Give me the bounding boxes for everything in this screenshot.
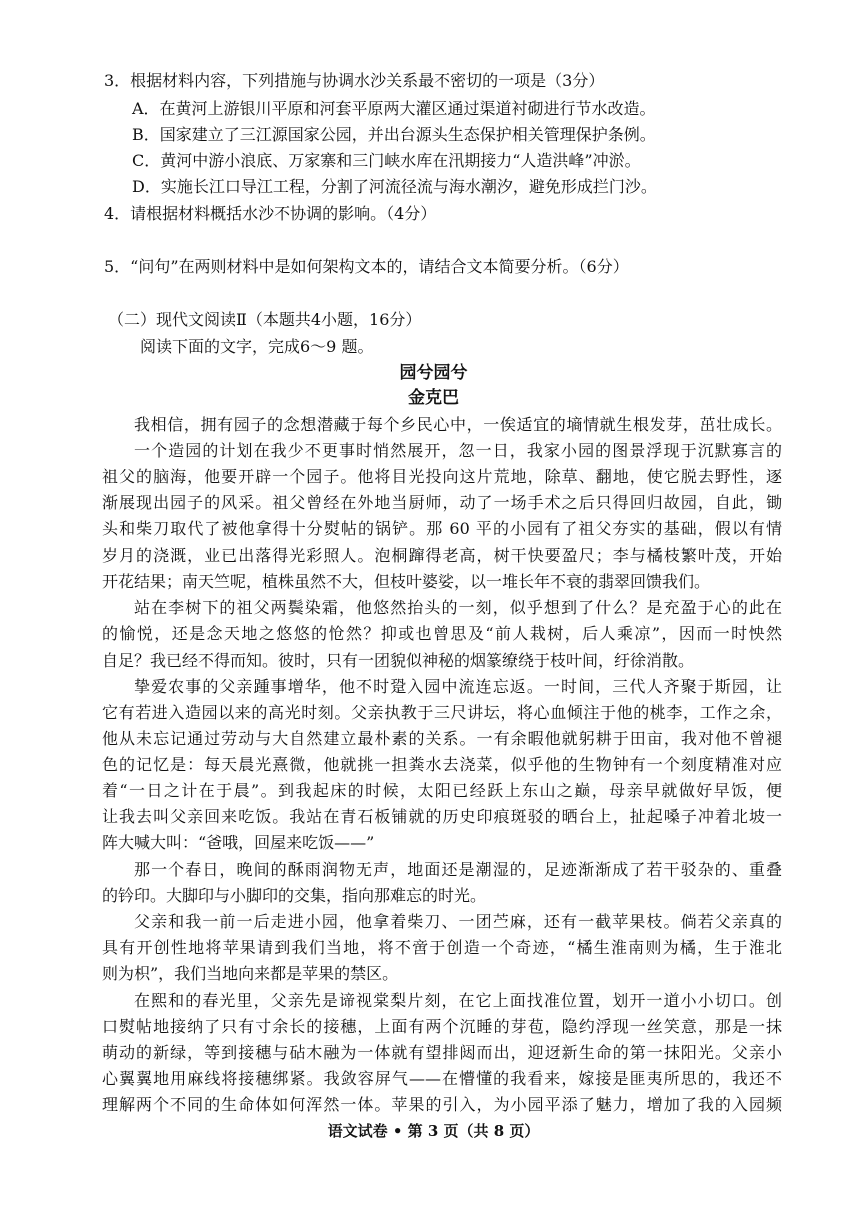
article-author: 金克巴 bbox=[408, 388, 459, 408]
article-line: 色的记忆是：每天晨光熹微，他就挑一担粪水去浇菜，似乎他的生物钟有一个刻度精准对应 bbox=[102, 755, 782, 774]
question-3-option-c: C．黄河中游小浪底、万家寨和三门峡水库在汛期接力“人造洪峰”冲淤。 bbox=[132, 151, 641, 170]
question-3-stem: 3．根据材料内容，下列措施与协调水沙关系最不密切的一项是（3分） bbox=[104, 71, 605, 90]
article-line: 我相信，拥有园子的念想潜藏于每个乡民心中，一俟适宜的墒情就生根发芽，茁壮成长。 bbox=[134, 415, 782, 434]
article-line: 的钤印。大脚印与小脚印的交集，指向那难忘的时光。 bbox=[102, 886, 487, 905]
article-line: 开花结果；南天竺呢，植株虽然不大，但枝叶婆娑，以一堆长年不衰的翡翠回馈我们。 bbox=[102, 572, 711, 591]
article-line: 那一个春日，晚间的酥雨润物无声，地面还是潮湿的，足迹渐渐成了若干驳杂的、重叠 bbox=[134, 860, 782, 879]
article-line: 自足？我已经不得而知。彼时，只有一团貌似神秘的烟篆缭绕于枝叶间，纡徐消散。 bbox=[102, 651, 695, 670]
article-line: 他从未忘记通过劳动与大自然建立最朴素的关系。一有余暇他就躬耕于田亩，我对他不曾褪 bbox=[102, 729, 782, 748]
question-3-option-b: B．国家建立了三江源国家公园，并出台源头生态保护相关管理保护条例。 bbox=[132, 125, 656, 144]
question-3-option-a: A．在黄河上游银川平原和河套平原两大灌区通过渠道衬砌进行节水改造。 bbox=[132, 99, 656, 118]
article-line: 渐展现出园子的风采。祖父曾经在外地当厨师，动了一场手术之后只得回归故园，自此，锄 bbox=[102, 493, 782, 512]
question-3-option-d: D．实施长江口导江工程，分割了河流径流与海水潮汐，避免形成拦门沙。 bbox=[132, 177, 657, 196]
article-line: 在熙和的春光里，父亲先是谛视棠梨片刻，在它上面找准位置，划开一道小小切口。创 bbox=[134, 991, 782, 1010]
section-heading: （二）现代文阅读Ⅱ（本题共4小题，16分） bbox=[108, 310, 422, 329]
article-line: 则为枳”，我们当地向来都是苹果的禁区。 bbox=[102, 964, 399, 983]
page-footer: 语文试卷 • 第 3 页（共 8 页） bbox=[327, 1122, 540, 1140]
article-line: 的愉悦，还是念天地之悠悠的怆然？抑或也曾思及“前人栽树，后人乘凉”，因而一时怏然 bbox=[102, 624, 782, 643]
article-line: 理解两个不同的生命体如何浑然一体。苹果的引入，为小园平添了魅力，增加了我的入园频 bbox=[102, 1095, 782, 1114]
article-line: 具有开创性地将苹果请到我们当地，将不啻于创造一个奇迹，“橘生淮南则为橘，生于淮北 bbox=[102, 938, 782, 957]
question-4: 4．请根据材料概括水沙不协调的影响。（4分） bbox=[104, 204, 437, 223]
article-title: 园兮园兮 bbox=[399, 363, 468, 383]
question-5: 5．“问句”在两则材料中是如何架构文本的，请结合文本简要分析。（6分） bbox=[104, 257, 629, 276]
article-line: 一个造园的计划在我少不更事时悄然展开，忽一日，我家小园的图景浮现于沉默寡言的 bbox=[134, 441, 782, 460]
article-line: 阵大喊大叫：“爸哦，回屋来吃饭——” bbox=[102, 833, 375, 852]
article-line: 它有若进入造园以来的高光时刻。父亲执教于三尺讲坛，将心血倾注于他的桃李，工作之余， bbox=[102, 703, 782, 722]
article-line: 岁月的浇溉，业已出落得光彩照人。泡桐蹿得老高，树干快要盈尺；李与橘枝繁叶茂，开始 bbox=[102, 546, 782, 565]
article-line: 让我去叫父亲回来吃饭。我站在青石板铺就的历史印痕斑驳的晒台上，扯起嗓子冲着北坡一 bbox=[102, 807, 782, 826]
article-line: 口熨帖地接纳了只有寸余长的接穗，上面有两个沉睡的芽苞，隐约浮现一丝笑意，那是一抹 bbox=[102, 1017, 782, 1036]
article-line: 祖父的脑海，他要开辟一个园子。他将目光投向这片荒地，除草、翻地，使它脱去野性，逐 bbox=[102, 467, 782, 486]
article-line: 萌动的新绿，等到接穗与砧木融为一体就有望排闼而出，迎迓新生命的第一抹阳光。父亲小 bbox=[102, 1043, 782, 1062]
article-line: 挚爱农事的父亲踵事增华，他不时跫入园中流连忘返。一时间，三代人齐聚于斯园，让 bbox=[134, 677, 782, 696]
article-line: 心翼翼地用麻线将接穗绑紧。我敛容屏气——在懵懂的我看来，嫁接是匪夷所思的，我还不 bbox=[102, 1069, 782, 1088]
article-line: 站在李树下的祖父两鬓染霜，他悠然抬头的一刻，似乎想到了什么？是充盈于心的此在 bbox=[134, 598, 782, 617]
section-instruction: 阅读下面的文字，完成6～9 题。 bbox=[140, 337, 374, 356]
article-line: 头和柴刀取代了被他拿得十分熨帖的锅铲。那 60 平的小园有了祖父夯实的基础，假以有情 bbox=[102, 519, 782, 538]
article-line: 父亲和我一前一后走进小园，他拿着柴刀、一团苎麻，还有一截苹果枝。倘若父亲真的 bbox=[134, 912, 782, 931]
article-line: 着“一日之计在于晨”。到我起床的时候，太阳已经跃上东山之巅，母亲早就做好早饭，便 bbox=[102, 781, 782, 800]
